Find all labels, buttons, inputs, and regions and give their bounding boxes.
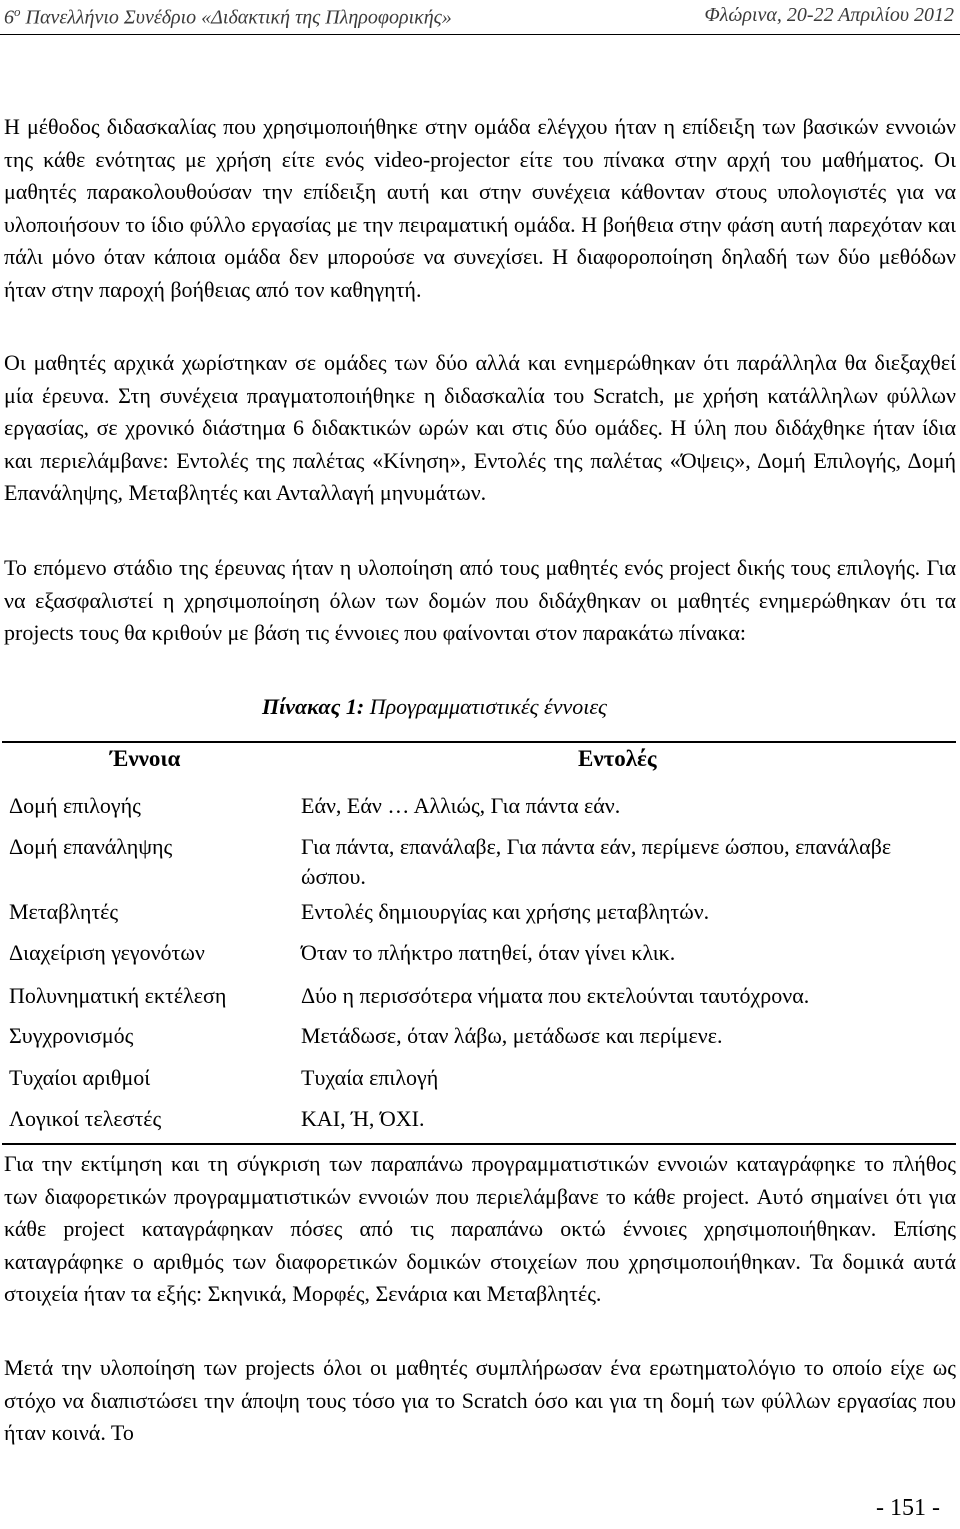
table-header-concept: Έννοια xyxy=(110,746,181,771)
paragraph-2: Οι μαθητές αρχικά χωρίστηκαν σε ομάδες των δύο αλλά και ενημερώθηκαν ότι παράλληλα θα διεξαχθεί μία έρευνα. Στη συνέχεια πραγματοποιήθηκε η διδασκαλία του Scratch, με χρήση κατάλληλων φύλλων εργασίας, σε χρονικό διάστημα 6 διδακτικών ωρών και στις δύο ομάδες. Η ύλη που διδάχθηκε ήταν ίδια και περιελάμβανε: Εντολές της παλέτας «Κίνηση», Εντολές της παλέτας «Όψεις», Δομή Επιλογής, Δομή Επανάληψης, Μεταβλητές και Ανταλλαγή μηνυμάτων. xyxy=(4,350,956,505)
paragraph-4: Για την εκτίμηση και τη σύγκριση των παραπάνω προγραμματιστικών εννοιών καταγράφηκε το πλήθος των διαφορετικών προγραμματιστικών εννοιών που περιελάμβανε το κάθε project. Αυτό σημαίνει ότι για κάθε project καταγράφηκαν πόσες από τις παραπάνω οκτώ έννοιες χρησιμοποιήθηκαν. Επίσης καταγράφηκε ο αριθμός των διαφορετικών δομικών στοιχείων που χρησιμοποιήθηκαν. Τα δομικά αυτά στοιχεία ήταν τα εξής: Σκηνικά, Μορφές, Σενάρια και Μεταβλητές. xyxy=(4,1151,956,1306)
conference-title xyxy=(4,4,452,30)
table-cell-commands: Εάν, Εάν … Αλλιώς, Για πάντα εάν. xyxy=(301,793,621,818)
table-cell-commands: ΚΑΙ, Ή, ΌΧΙ. xyxy=(301,1106,425,1131)
table-top-rule xyxy=(2,741,956,743)
table-bottom-rule xyxy=(2,1143,956,1145)
table-cell-commands: Για πάντα, επανάλαβε, Για πάντα εάν, περίμενε ώσπου, επανάλαβε ώσπου. xyxy=(301,834,892,889)
conference-name: Πανελλήνιο Συνέδριο «Διδακτική της Πληροφορικής» xyxy=(25,6,452,29)
table-cell-concept: Τυχαίοι αριθμοί xyxy=(9,1065,151,1090)
table-caption-label: Πίνακας 1: xyxy=(262,694,365,719)
table-cell-commands: Μετάδωσε, όταν λάβω, μετάδωσε και περίμενε. xyxy=(301,1023,723,1048)
table-cell-commands: Τυχαία επιλογή xyxy=(301,1065,439,1090)
table-cell-commands: Δύο η περισσότερα νήματα που εκτελούνται ταυτόχρονα. xyxy=(301,983,810,1008)
paragraph-3: Το επόμενο στάδιο της έρευνας ήταν η υλοποίηση από τους μαθητές ενός project δικής τους επιλογής. Για να εξασφαλιστεί η χρησιμοποίηση όλων των δομών που διδάχθηκαν οι μαθητές ενημερώθηκαν ότι τα projects τους θα κριθούν με βάση τις έννοιες που φαίνονται στον παρακάτω πίνακα: xyxy=(4,555,956,645)
table-cell-concept: Δομή επιλογής xyxy=(9,793,141,818)
paragraph-1: Η μέθοδος διδασκαλίας που χρησιμοποιήθηκε στην ομάδα ελέγχου ήταν η επίδειξη των βασικών εννοιών της κάθε ενότητας με χρήση είτε ενός video-projector είτε του πίνακα στην αρχή του μαθήματος. Οι μαθητές παρακολουθούσαν την επίδειξη αυτή και στην συνέχεια κάθονταν στους υπολογιστές για να υλοποιήσουν το ίδιο φύλλο εργασίας με την πειραματική ομάδα. Η βοήθεια στην φάση αυτή παρεχόταν και πάλι μόνο όταν κάποια ομάδα δεν μπορούσε να συνεχίσει. Η διαφοροποίηση δηλαδή των δύο μεθόδων ήταν στην παροχή βοήθειας από τον καθηγητή. xyxy=(4,114,956,302)
table-cell-commands: Εντολές δημιουργίας και χρήσης μεταβλητών. xyxy=(301,899,710,924)
table-cell-concept: Διαχείριση γεγονότων xyxy=(9,940,205,965)
table-caption-text: Προγραμματιστικές έννοιες xyxy=(369,694,607,719)
running-header xyxy=(0,0,960,35)
table-caption xyxy=(262,694,607,720)
paragraph-5: Μετά την υλοποίηση των projects όλοι οι μαθητές συμπλήρωσαν ένα ερωτηματολόγιο το οποίο είχε ως στόχο να διαπιστώσει την άποψη τους τόσο για το Scratch όσο και για τη δομή των φύλλων εργασίας που ήταν κοινά. Το xyxy=(4,1355,956,1445)
place-date: Φλώρινα, 20-22 Απριλίου 2012 xyxy=(704,4,954,26)
table-cell-concept: Πολυνηματική εκτέλεση xyxy=(9,983,227,1008)
table-cell-concept: Δομή επανάληψης xyxy=(9,834,173,859)
table-cell-concept: Λογικοί τελεστές xyxy=(9,1106,162,1131)
table-cell-concept: Μεταβλητές xyxy=(9,899,119,924)
page-number: - 151 - xyxy=(876,1495,940,1521)
table-cell-commands: Όταν το πλήκτρο πατηθεί, όταν γίνει κλικ. xyxy=(301,940,676,965)
table-header-commands: Εντολές xyxy=(578,746,657,771)
ordinal-suffix: ο xyxy=(14,4,21,19)
table-cell-concept: Συγχρονισμός xyxy=(9,1023,134,1048)
ordinal: 6 xyxy=(4,6,14,29)
